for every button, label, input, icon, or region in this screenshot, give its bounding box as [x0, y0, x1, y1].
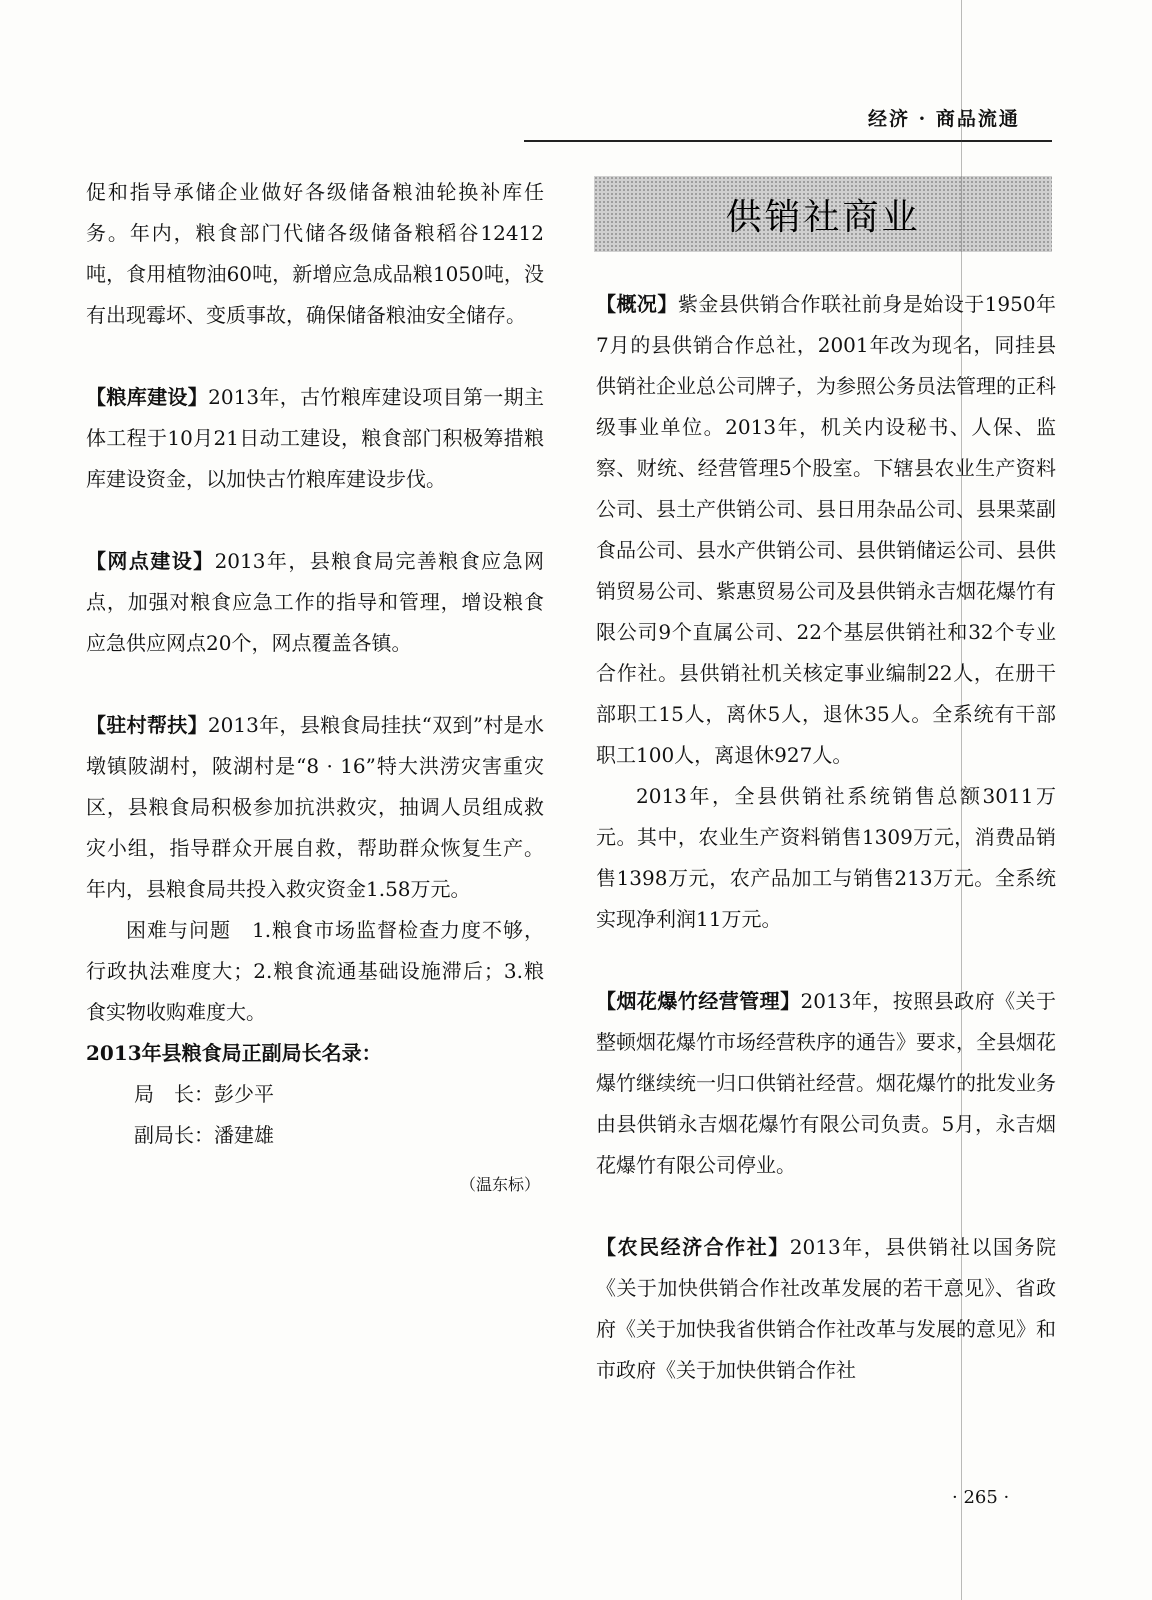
intro-paragraph: 促和指导承储企业做好各级储备粮油轮换补库任务。年内，粮食部门代储各级储备粮稻谷12412吨，食用植物油60吨，新增应急成品粮1050吨，没有出现霉坏、变质事故，确保储备粮油安全储存。 — [86, 180, 544, 327]
village-paragraph — [86, 705, 544, 910]
coop-tag: 【农民经济合作社】 — [596, 1235, 790, 1259]
granary-tag: 【粮库建设】 — [86, 385, 209, 409]
coop-text: 2013年，县供销社以国务院《关于加快供销合作社改革发展的若干意见》、省政府《关于加快我省供销合作社改革与发展的意见》和市政府《关于加快供销合作社 — [596, 1235, 1056, 1382]
outlet-paragraph — [86, 541, 544, 664]
coop-paragraph — [596, 1227, 1056, 1391]
sales-paragraph: 2013年，全县供销社系统销售总额3011万元。其中，农业生产资料销售1309万元，消费品销售1398万元，农产品加工与销售213万元。全系统实现净利润11万元。 — [596, 784, 1056, 931]
roster-director: 局 长：彭少平 — [134, 1082, 274, 1106]
outlet-text: 2013年，县粮食局完善粮食应急网点，加强对粮食应急工作的指导和管理，增设粮食应急供应网点20个，网点覆盖各镇。 — [86, 549, 544, 655]
running-head: 经济 · 商品流通 — [868, 108, 1020, 130]
overview-text: 紫金县供销合作联社前身是始设于1950年7月的县供销合作总社，2001年改为现名，同挂县供销社企业总公司牌子，为参照公务员法管理的正科级事业单位。2013年，机关内设秘书、人保、监察、财统、经营管理5个股室。下辖县农业生产资料公司、县土产供销公司、县日用杂品公司、县果菜副食品公司、县水产供销公司、县供销储运公司、县供销贸易公司、紫惠贸易公司及县供销永吉烟花爆竹有限公司9个直属公司、22个基层供销社和32个专业合作社。县供销社机关核定事业编制22人，在册干部职工15人，离休5人，退休35人。全系统有干部职工100人，离退休927人。 — [596, 292, 1057, 767]
page-number: · 265 · — [952, 1487, 1010, 1508]
author-credit: （温东标） — [459, 1175, 540, 1194]
problems-text: 1.粮食市场监督检查力度不够，行政执法难度大；2.粮食流通基础设施滞后；3.粮食实物收购难度大。 — [86, 918, 545, 1024]
village-text: 2013年，县粮食局挂扶“双到”村是水墩镇陂湖村，陂湖村是“8 · 16”特大洪涝灾害重灾区，县粮食局积极参加抗洪救灾，抽调人员组成救灾小组，指导群众开展自救，帮助群众恢复生产。年内，县粮食局共投入救灾资金1.58万元。 — [86, 713, 544, 901]
fireworks-text: 2013年，按照县政府《关于整顿烟花爆竹市场经营秩序的通告》要求，全县烟花爆竹继续统一归口供销社经营。烟花爆竹的批发业务由县供销永吉烟花爆竹有限公司负责。5月，永吉烟花爆竹有限公司停业。 — [596, 989, 1056, 1177]
problems-paragraph — [86, 910, 544, 1033]
roster-deputy: 副局长：潘建雄 — [134, 1123, 274, 1147]
section-title: 供销社商业 — [725, 196, 921, 238]
roster-title: 2013年县粮食局正副局长名录： — [86, 1041, 382, 1065]
header-rule — [524, 140, 1052, 142]
fireworks-paragraph — [596, 981, 1056, 1186]
fireworks-tag: 【烟花爆竹经营管理】 — [596, 989, 801, 1013]
outlet-tag: 【网点建设】 — [86, 549, 215, 573]
village-tag: 【驻村帮扶】 — [86, 713, 208, 737]
problems-label: 困难与问题 — [126, 918, 231, 942]
scan-fold-line — [961, 0, 962, 1600]
right-column — [596, 284, 1056, 1391]
left-column — [86, 172, 544, 1205]
overview-paragraph — [596, 284, 1056, 776]
granary-paragraph — [86, 377, 544, 500]
section-banner — [594, 176, 1052, 252]
overview-tag: 【概况】 — [596, 292, 678, 316]
granary-text: 2013年，古竹粮库建设项目第一期主体工程于10月21日动工建设，粮食部门积极筹措粮库建设资金，以加快古竹粮库建设步伐。 — [86, 385, 545, 491]
